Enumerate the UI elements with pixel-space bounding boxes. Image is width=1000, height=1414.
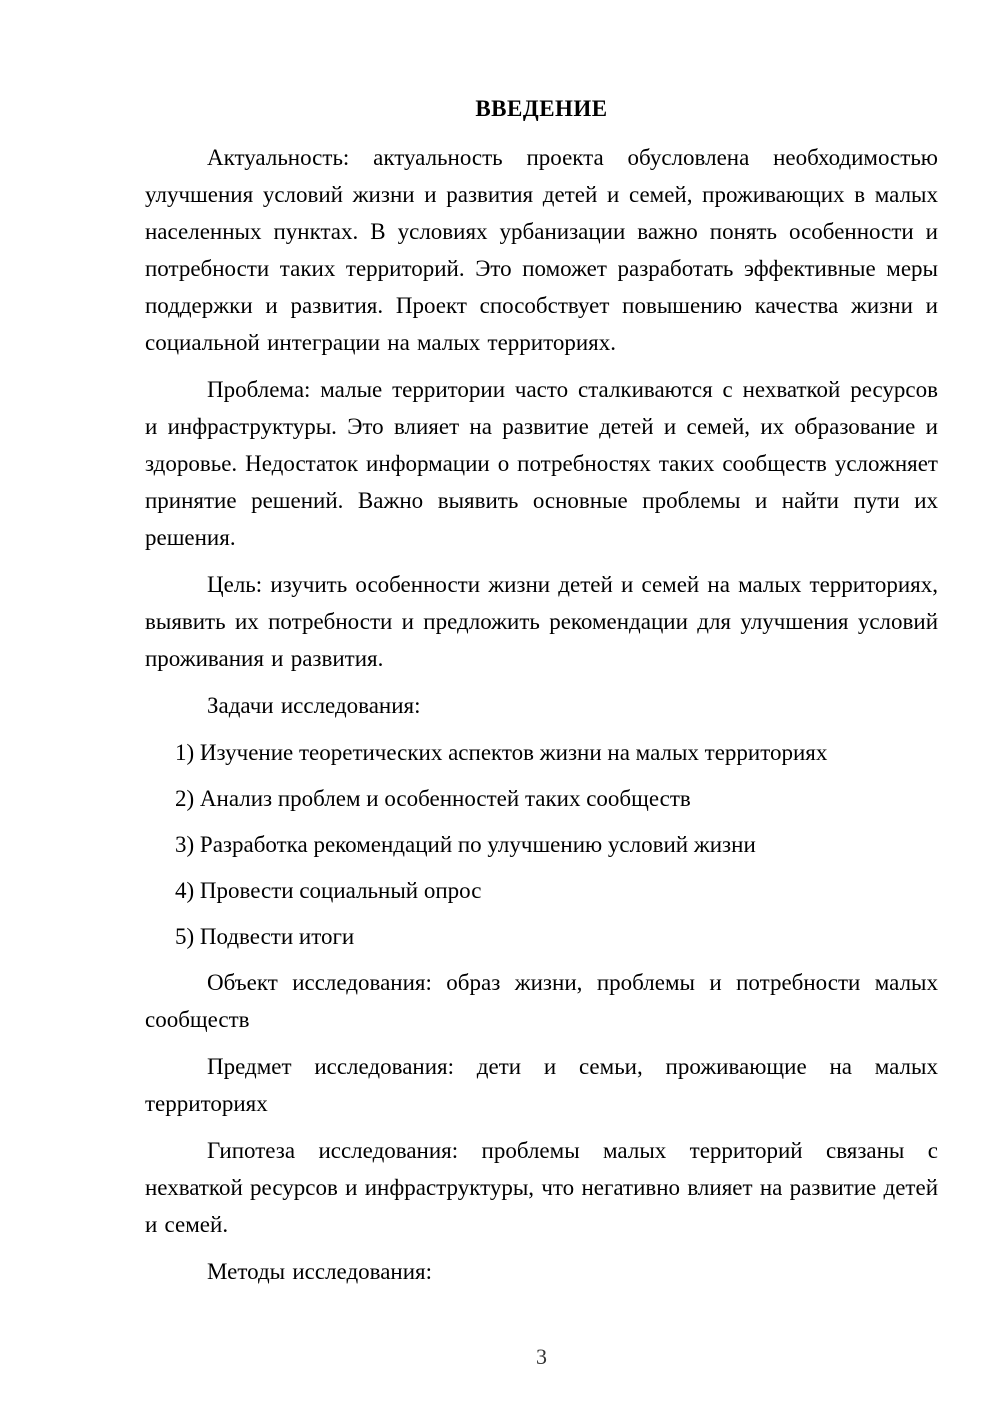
page-number: 3	[536, 1344, 547, 1369]
paragraph-relevance: Актуальность: актуальность проекта обусловлена необходимостью улучшения условий жизни и развития детей и семей, проживающих в малых населенных пунктах. В условиях урбанизации важно понять особенности и потребности таких территорий. Это поможет разработать эффективные меры поддержки и развития. Проект способствует повышению качества жизни и социальной интеграции на малых территориях.	[145, 145, 938, 355]
paragraph-goal: Цель: изучить особенности жизни детей и семей на малых территориях, выявить их потребности и предложить рекомендации для улучшения условий проживания и развития.	[145, 572, 938, 671]
task-item-5: 5) Подвести итоги	[175, 924, 355, 949]
page-title: ВВЕДЕНИЕ	[475, 96, 608, 121]
paragraph-hypothesis: Гипотеза исследования: проблемы малых территорий связаны с нехваткой ресурсов и инфраструктуры, что негативно влияет на развитие детей и семей.	[145, 1138, 938, 1237]
tasks-list	[145, 734, 938, 955]
tasks-heading: Задачи исследования:	[207, 693, 421, 718]
task-item-1: 1) Изучение теоретических аспектов жизни на малых территориях	[175, 740, 828, 765]
task-item-3: 3) Разработка рекомендаций по улучшению условий жизни	[175, 832, 756, 857]
paragraph-subject: Предмет исследования: дети и семьи, проживающие на малых территориях	[145, 1054, 938, 1116]
paragraph-object: Объект исследования: образ жизни, проблемы и потребности малых сообществ	[145, 970, 938, 1032]
task-item-4: 4) Провести социальный опрос	[175, 878, 482, 903]
paragraph-problem: Проблема: малые территории часто сталкиваются с нехваткой ресурсов и инфраструктуры. Это влияет на развитие детей и семей, их образование и здоровье. Недостаток информации о потребностях таких сообществ усложняет принятие решений. Важно выявить основные проблемы и найти пути их решения.	[145, 377, 938, 550]
task-item-2: 2) Анализ проблем и особенностей таких сообществ	[175, 786, 691, 811]
methods-heading: Методы исследования:	[207, 1259, 433, 1284]
